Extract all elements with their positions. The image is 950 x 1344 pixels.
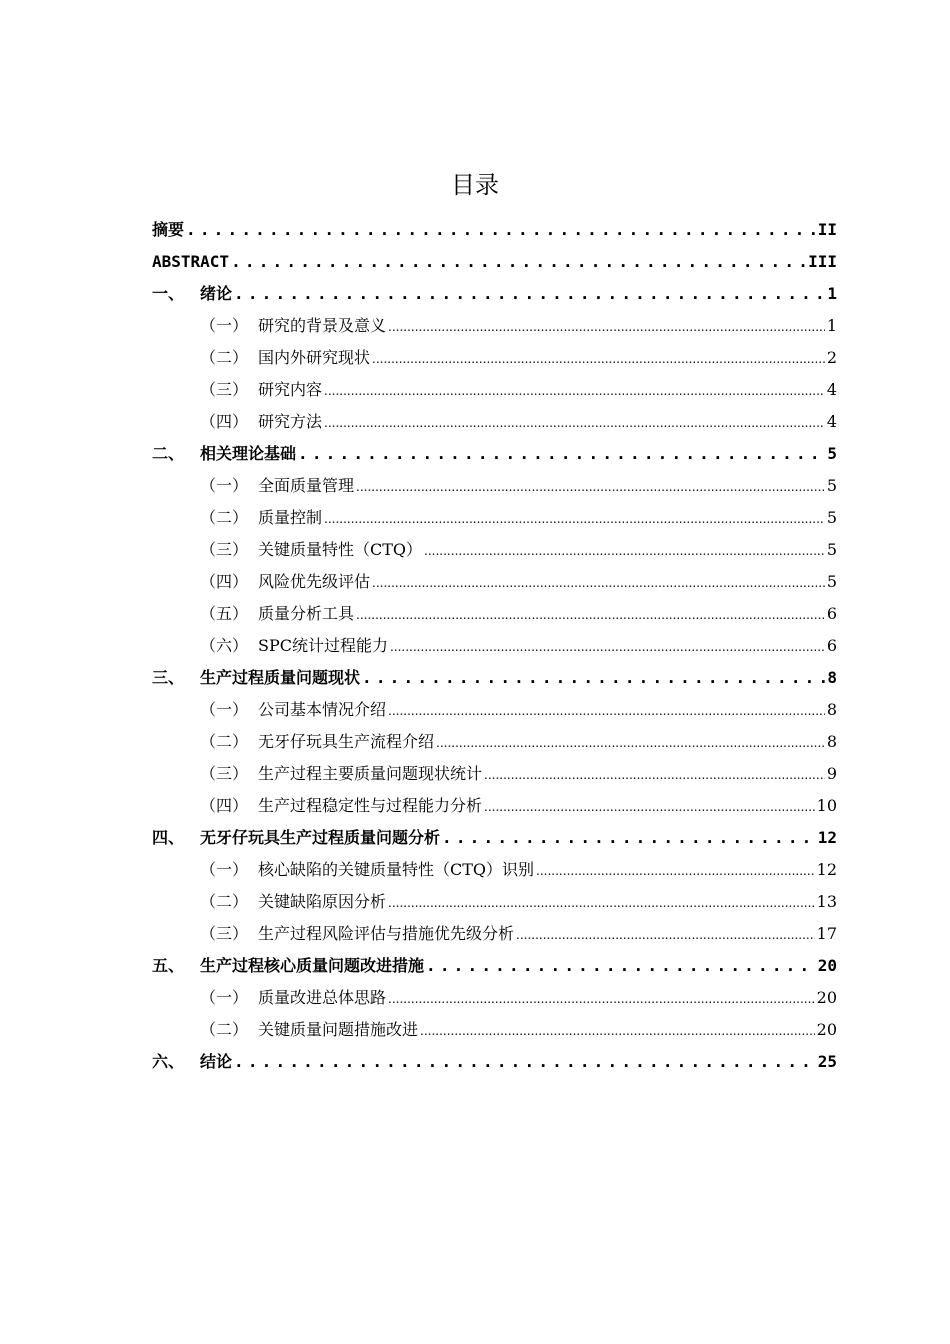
toc-entry-number: 四、 [152,828,185,847]
toc-dot-leader [362,662,825,694]
toc-entry-title: 生产过程主要质量问题现状统计 [258,764,483,783]
toc-section-entry[interactable] [152,406,837,438]
toc-entry-title: 生产过程核心质量问题改进措施 [200,956,425,975]
toc-page-number: 8 [827,668,837,687]
toc-entry-number: （一） [200,700,249,719]
toc-entry-title: 无牙仔玩具生产流程介绍 [258,732,435,751]
toc-dot-leader [424,534,825,567]
toc-dot-leader [420,1014,815,1047]
page-title: 目录 [451,171,499,199]
toc-entry-title: 相关理论基础 [200,444,297,463]
toc-chapter-entry[interactable] [152,950,837,982]
toc-section-entry[interactable] [152,694,837,726]
toc-section-entry[interactable] [152,918,837,950]
toc-section-entry[interactable] [152,854,837,886]
toc-section-entry[interactable] [152,1014,837,1046]
toc-page-number: 6 [826,636,837,655]
toc-dot-leader [388,694,825,727]
toc-chapter-entry[interactable] [152,278,837,310]
toc-page-number: 20 [817,956,837,975]
toc-page-number: 2 [826,348,837,367]
toc-dot-leader [186,214,816,246]
toc-dot-leader [372,342,825,375]
toc-page-number: III [808,252,837,271]
toc-page-number: 1 [826,316,837,335]
toc-page-number: 5 [827,444,837,463]
toc-entry-number: （一） [200,860,249,879]
toc-dot-leader [484,758,825,791]
toc-section-entry[interactable] [152,726,837,758]
toc-section-entry[interactable] [152,342,837,374]
toc-entry-title: 关键质量特性（CTQ） [258,540,423,559]
toc-entry-number: （二） [200,1020,249,1039]
toc-section-entry[interactable] [152,982,837,1014]
toc-entry-title: 研究方法 [258,412,323,431]
toc-entry-title: ABSTRACT [152,252,230,271]
toc-section-entry[interactable] [152,310,837,342]
toc-entry-number: （二） [200,348,249,367]
toc-dot-leader [390,630,825,663]
toc-section-entry[interactable] [152,534,837,566]
toc-entry-title: 质量分析工具 [258,604,355,623]
toc-dot-leader [356,598,825,631]
toc-dot-leader [536,854,815,887]
toc-entry-number: 一、 [152,284,185,303]
toc-page-number: 5 [826,476,837,495]
toc-section-entry[interactable] [152,470,837,502]
toc-page-number: 8 [826,732,837,751]
toc-entry-number: （一） [200,476,249,495]
toc-page-number: 4 [826,380,837,399]
toc-dot-leader [388,886,815,919]
toc-entry-title: 质量改进总体思路 [258,988,387,1007]
toc-page-number: 13 [816,892,837,911]
toc-dot-leader [324,374,825,407]
toc-page-number: 8 [826,700,837,719]
toc-entry-number: （二） [200,732,249,751]
toc-page-number: 17 [816,924,837,943]
toc-dot-leader [484,790,815,823]
toc-page-number: II [817,220,837,239]
toc-dot-leader [388,310,825,343]
toc-page-number: 25 [817,1052,837,1071]
toc-entry-title: 生产过程稳定性与过程能力分析 [258,796,483,815]
toc-entry-number: （四） [200,572,249,591]
toc-dot-leader [234,278,825,310]
toc-entry-number: （二） [200,892,249,911]
toc-entry-title: 公司基本情况介绍 [258,700,387,719]
toc-page-number: 4 [826,412,837,431]
toc-entry-title: 生产过程风险评估与措施优先级分析 [258,924,515,943]
toc-entry-number: （三） [200,540,249,559]
toc-entry-title: 关键缺陷原因分析 [258,892,387,911]
toc-section-entry[interactable] [152,374,837,406]
toc-page-number: 12 [816,860,837,879]
toc-dot-leader [442,822,816,854]
toc-dot-leader [231,246,806,278]
toc-section-entry[interactable] [152,758,837,790]
toc-entry-number: （六） [200,636,249,655]
toc-entry-title: 关键质量问题措施改进 [258,1020,419,1039]
toc-dot-leader [426,950,816,982]
toc-dot-leader [234,1046,816,1078]
toc-entry-title: 全面质量管理 [258,476,355,495]
toc-page-number: 10 [816,796,837,815]
toc-section-entry[interactable] [152,566,837,598]
toc-entry-title: 绪论 [200,284,233,303]
toc-dot-leader [298,438,825,470]
toc-entry-number: 二、 [152,444,185,463]
toc-page-number: 5 [826,508,837,527]
toc-section-entry[interactable] [152,598,837,630]
toc-entry-title: 结论 [200,1052,233,1071]
toc-chapter-entry[interactable] [152,822,837,854]
toc-entry-title: 无牙仔玩具生产过程质量问题分析 [200,828,441,847]
toc-entry-number: 五、 [152,956,185,975]
toc-section-entry[interactable] [152,502,837,534]
toc-dot-leader [372,566,825,599]
toc-dot-leader [324,406,825,439]
toc-entry-number: （一） [200,316,249,335]
toc-entry-title: 质量控制 [258,508,323,527]
toc-dot-leader [516,918,815,951]
toc-entry-number: （五） [200,604,249,623]
toc-chapter-entry[interactable] [152,1046,837,1078]
toc-page-number: 20 [816,988,837,1007]
toc-dot-leader [388,982,815,1015]
toc-chapter-entry[interactable] [152,662,837,694]
toc-page-number: 5 [826,572,837,591]
toc-section-entry[interactable] [152,790,837,822]
toc-dot-leader [356,470,825,503]
toc-chapter-entry[interactable] [152,246,837,278]
toc-page-number: 1 [827,284,837,303]
toc-entry-number: （四） [200,412,249,431]
toc-entry-title: 风险优先级评估 [258,572,371,591]
toc-entry-title: 摘要 [152,220,185,239]
toc-entry-title: 研究内容 [258,380,323,399]
toc-section-entry[interactable] [152,886,837,918]
toc-section-entry[interactable] [152,630,837,662]
toc-entry-title: 国内外研究现状 [258,348,371,367]
toc-entry-number: （二） [200,508,249,527]
toc-page-number: 20 [816,1020,837,1039]
toc-entry-number: 六、 [152,1052,185,1071]
toc-page-number: 6 [826,604,837,623]
toc-entry-number: （三） [200,380,249,399]
toc-entry-title: SPC统计过程能力 [258,636,388,655]
toc-dot-leader [436,726,825,759]
toc-entry-number: （三） [200,764,249,783]
toc-dot-leader [324,502,825,535]
toc-entry-number: （四） [200,796,249,815]
toc-page-number: 12 [817,828,837,847]
toc-entry-title: 生产过程质量问题现状 [200,668,361,687]
toc-chapter-entry[interactable] [152,438,837,470]
toc-entry-title: 研究的背景及意义 [258,316,387,335]
toc-page-number: 5 [826,540,837,559]
toc-chapter-entry[interactable] [152,214,837,246]
toc-entry-number: （三） [200,924,249,943]
toc-entry-title: 核心缺陷的关键质量特性（CTQ）识别 [258,860,535,879]
toc-entry-number: 三、 [152,668,185,687]
toc-entry-number: （一） [200,988,249,1007]
table-of-contents [152,214,837,1078]
toc-page-number: 9 [826,764,837,783]
